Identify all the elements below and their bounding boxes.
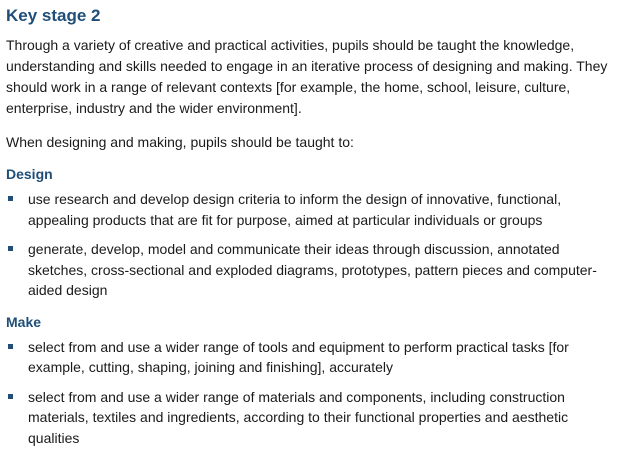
list-item-text: generate, develop, model and communicate their ideas through discussion, annotated sketches, cross-sectional and exploded diagrams, prototypes, pattern pieces and computer-aided design	[28, 241, 597, 298]
square-bullet-icon	[8, 246, 13, 251]
list-item	[6, 337, 618, 378]
list-item	[6, 189, 618, 230]
square-bullet-icon	[8, 344, 13, 349]
list-item-text: use research and develop design criteria to inform the design of innovative, functional, appealing products that are fit for purpose, aimed at particular individuals or groups	[28, 191, 562, 228]
list-item-text: select from and use a wider range of materials and components, including construction materials, textiles and ingredients, according to their functional properties and aesthetic qualities	[28, 388, 569, 446]
page-title: Key stage 2	[6, 6, 101, 25]
document	[6, 6, 618, 457]
intro-paragraph: Through a variety of creative and practical activities, pupils should be taught the knowledge, understanding and skills needed to engage in an iterative process of designing and making. They should work in a range of relevant contexts [for example, the home, school, leisure, culture, enterprise, industry and the wider environment].	[6, 37, 608, 116]
list-item-text: select from and use a wider range of tools and equipment to perform practical tasks [for example, cutting, shaping, joining and finishing], accurately	[28, 338, 569, 375]
list-item	[6, 239, 618, 301]
lead-paragraph: When designing and making, pupils should be taught to:	[6, 134, 354, 150]
list-item	[6, 387, 618, 449]
square-bullet-icon	[8, 196, 13, 201]
make-list	[6, 337, 618, 449]
design-list	[6, 189, 618, 301]
square-bullet-icon	[8, 394, 13, 399]
section-heading-design: Design	[6, 166, 53, 182]
section-heading-make: Make	[6, 313, 42, 330]
